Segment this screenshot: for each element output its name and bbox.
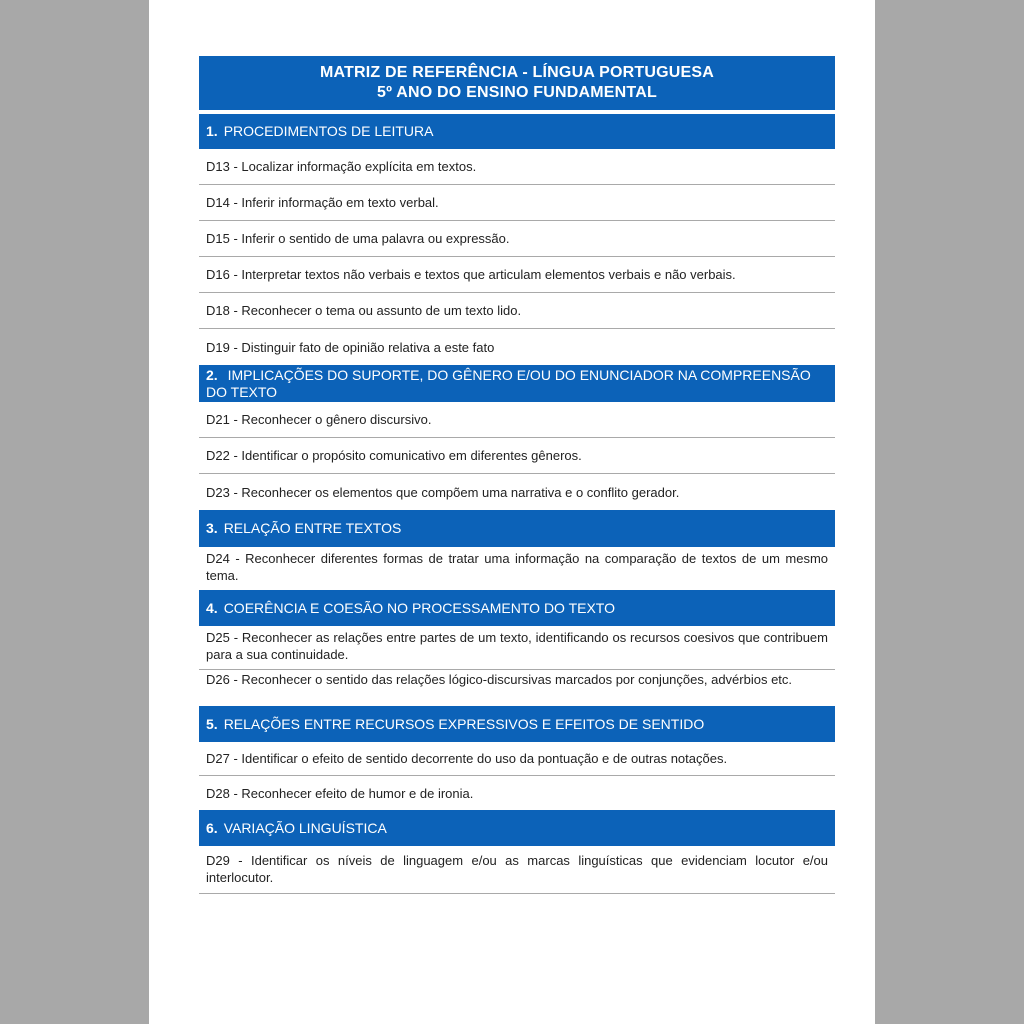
descriptor-row: D25 - Reconhecer as relações entre partes de um texto, identificando os recursos coesivos que contribuem para a sua continuidade. bbox=[199, 626, 835, 670]
section-number: 3. bbox=[206, 520, 218, 536]
descriptor-row: D21 - Reconhecer o gênero discursivo. bbox=[199, 402, 835, 438]
section-title: PROCEDIMENTOS DE LEITURA bbox=[223, 123, 434, 139]
descriptor-row: D18 - Reconhecer o tema ou assunto de um texto lido. bbox=[199, 293, 835, 329]
document-title bbox=[199, 56, 835, 110]
descriptor-row: D19 - Distinguir fato de opinião relativa a este fato bbox=[206, 339, 495, 355]
section-title: COERÊNCIA E COESÃO NO PROCESSAMENTO DO TEXTO bbox=[223, 599, 615, 616]
descriptor-row: D28 - Reconhecer efeito de humor e de ironia. bbox=[206, 785, 474, 801]
descriptor-row: D23 - Reconhecer os elementos que compõem uma narrativa e o conflito gerador. bbox=[206, 484, 680, 500]
section-number: 1. bbox=[206, 123, 218, 139]
section-title: RELAÇÃO ENTRE TEXTOS bbox=[223, 520, 402, 536]
section-2-header bbox=[199, 365, 835, 402]
descriptor-row: D27 - Identificar o efeito de sentido decorrente do uso da pontuação e de outras notações. bbox=[199, 742, 835, 776]
section-title: VARIAÇÃO LINGUÍSTICA bbox=[223, 819, 387, 836]
section-1-header bbox=[199, 114, 835, 149]
title-line-1: MATRIZ DE REFERÊNCIA - LÍNGUA PORTUGUESA bbox=[319, 64, 715, 81]
section-3-header bbox=[199, 510, 835, 547]
title-line-2: 5º ANO DO ENSINO FUNDAMENTAL bbox=[377, 84, 657, 101]
section-4-header bbox=[199, 590, 835, 626]
descriptor-row: D29 - Identificar os níveis de linguagem e/ou as marcas linguísticas que evidenciam locutor e/ou interlocutor. bbox=[199, 846, 835, 894]
section-number: 6. bbox=[206, 819, 218, 836]
section-title: IMPLICAÇÕES DO SUPORTE, DO GÊNERO E/OU DO ENUNCIADOR NA COMPREENSÃO DO TEXTO bbox=[206, 367, 811, 400]
descriptor-row: D26 - Reconhecer o sentido das relações lógico-discursivas marcados por conjunções, advérbios etc. bbox=[206, 672, 793, 687]
descriptor-row: D16 - Interpretar textos não verbais e textos que articulam elementos verbais e não verbais. bbox=[199, 257, 835, 293]
section-5-header bbox=[199, 706, 835, 742]
descriptor-row: D24 - Reconhecer diferentes formas de tratar uma informação na comparação de textos de um mesmo tema. bbox=[206, 551, 828, 583]
section-number: 5. bbox=[206, 715, 218, 732]
descriptor-row: D14 - Inferir informação em texto verbal. bbox=[199, 185, 835, 221]
section-6-header bbox=[199, 810, 835, 846]
section-number: 4. bbox=[206, 599, 218, 616]
reference-matrix bbox=[199, 56, 835, 894]
descriptor-row: D13 - Localizar informação explícita em textos. bbox=[199, 149, 835, 185]
descriptor-row: D15 - Inferir o sentido de uma palavra ou expressão. bbox=[199, 221, 835, 257]
descriptor-row: D22 - Identificar o propósito comunicativo em diferentes gêneros. bbox=[199, 438, 835, 474]
section-title: RELAÇÕES ENTRE RECURSOS EXPRESSIVOS E EFEITOS DE SENTIDO bbox=[223, 715, 705, 732]
section-number: 2. bbox=[206, 367, 218, 383]
